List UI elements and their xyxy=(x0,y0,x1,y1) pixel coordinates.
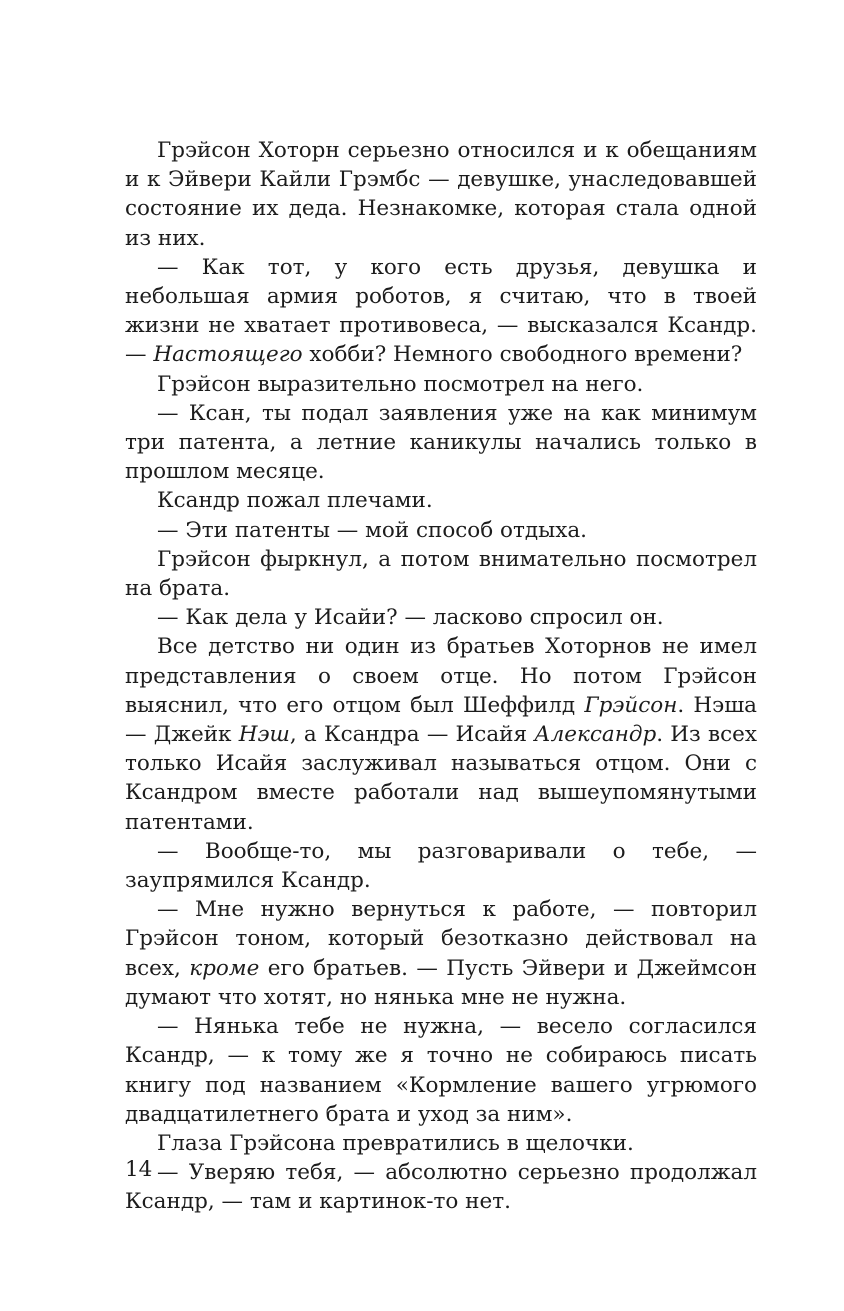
emphasis: Нэш xyxy=(238,722,290,748)
paragraph: Глаза Грэйсона превратились в щелочки. xyxy=(157,1130,634,1156)
paragraph: — Уверяю тебя, — абсолютно серьезно продолжал Ксандр, — там и картинок-то нет. xyxy=(125,1160,757,1215)
paragraph: Грэйсон Хоторн серьезно относился и к обещаниям и к Эйвери Кайли Грэмбс — девушке, унаследовавшей состояние их деда. Незнакомке, которая стала одной из них. xyxy=(125,138,757,251)
paragraph: Все детство ни один из братьев Хоторнов не имел представления о своем отце. Но потом Грэйсон выяснил, что его отцом был Шеффилд Грэйсон. Нэша — Джейк Нэш, а Ксандра — Исайя Александр. Из всех только Исайя заслуживал называться отцом. Они с Ксандром вместе работали над вышеупомянутыми патентами. xyxy=(125,634,758,835)
paragraph: — Вообще-то, мы разговаривали о тебе, — заупрямился Ксандр. xyxy=(125,838,757,894)
page-number: 14 xyxy=(125,1157,153,1182)
paragraph: — Как тот, у кого есть друзья, девушка и небольшая армия роботов, я считаю, что в твоей жизни не хватает противовеса, — высказался Ксандр. — Настоящего хобби? Немного свободного времени? xyxy=(125,254,757,368)
paragraph: — Ксан, ты подал заявления уже на как минимум три патента, а летние каникулы начались только в прошлом месяце. xyxy=(125,400,757,485)
emphasis: Грэйсон xyxy=(584,692,678,718)
paragraph: Ксандр пожал плечами. xyxy=(157,488,433,514)
paragraph: Грэйсон фыркнул, а потом внимательно посмотрел на брата. xyxy=(125,546,757,602)
paragraph: — Эти патенты — мой способ отдыха. xyxy=(157,517,587,543)
paragraph: Грэйсон выразительно посмотрел на него. xyxy=(157,371,644,397)
emphasis: Александр xyxy=(534,722,657,748)
body-text xyxy=(125,136,757,1217)
paragraph: — Нянька тебе не нужна, — весело согласился Ксандр, — к тому же я точно не собираюсь писать книгу под названием «Кормление вашего угрюмого двадцатилетнего брата и уход за ним». xyxy=(125,1014,757,1127)
emphasis: Настоящего xyxy=(153,342,303,368)
emphasis: кроме xyxy=(189,955,260,981)
paragraph: — Как дела у Исайи? — ласково спросил он. xyxy=(157,605,664,631)
paragraph: — Мне нужно вернуться к работе, — повторил Грэйсон тоном, который безотказно действовал на всех, кроме его братьев. — Пусть Эйвери и Джеймсон думают что хотят, но нянька мне не нужна. xyxy=(125,897,757,1010)
